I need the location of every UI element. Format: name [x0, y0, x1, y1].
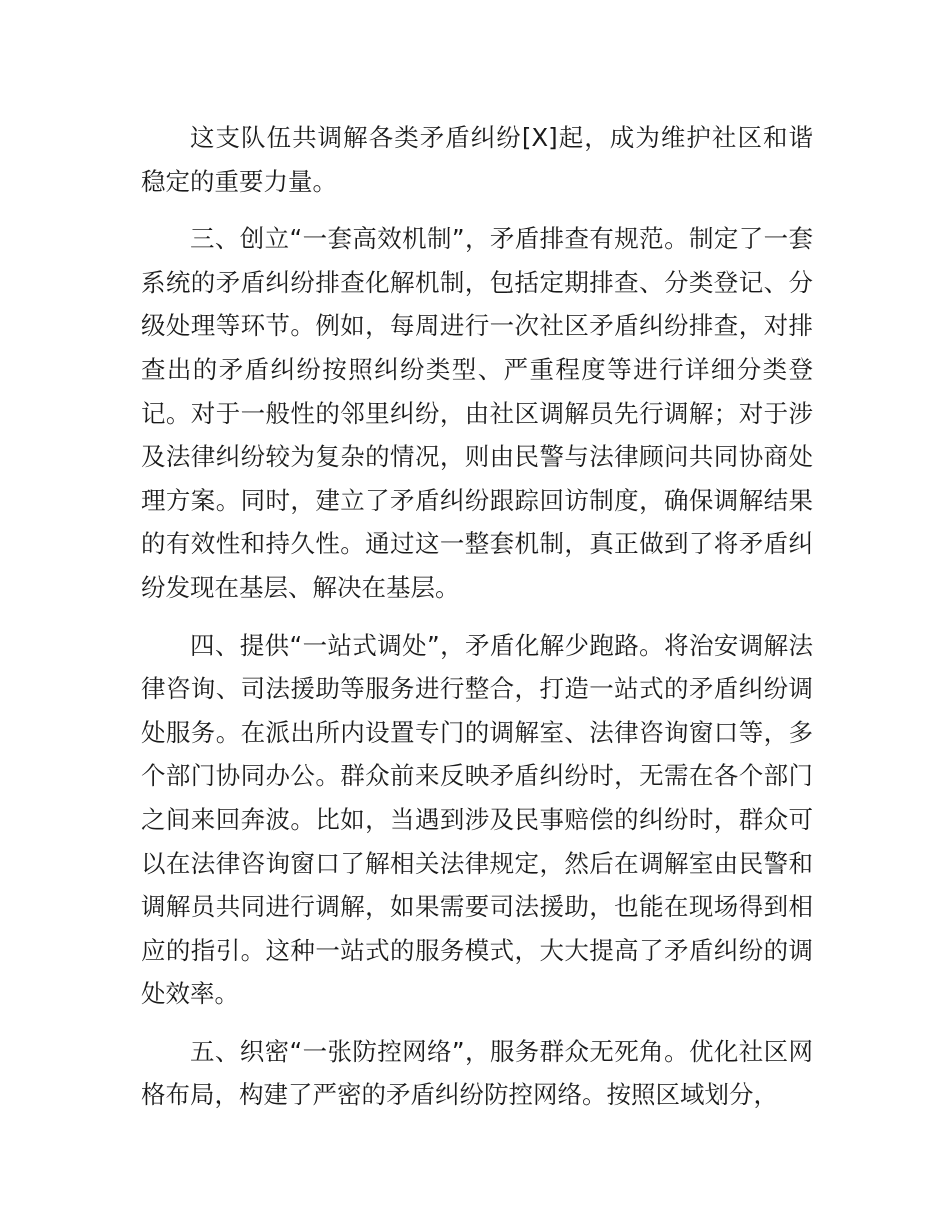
paragraph-section-4: 四、提供“一站式调处”，矛盾化解少跑路。将治安调解法律咨询、司法援助等服务进行整合，打造一站式的矛盾纠纷调处服务。在派出所内设置专门的调解室、法律咨询窗口等，多个部门协同办公。群众前来反映矛盾纠纷时，无需在各个部门之间来回奔波。比如，当遇到涉及民事赔偿的纠纷时，群众可以在法律咨询窗口了解相关法律规定，然后在调解室由民警和调解员共同进行调解，如果需要司法援助，也能在现场得到相应的指引。这种一站式的服务模式，大大提高了矛盾纠纷的调处效率。	[141, 630, 813, 1009]
document-body	[141, 116, 813, 1131]
paragraph-section-3: 三、创立“一套高效机制”，矛盾排查有规范。制定了一套系统的矛盾纠纷排查化解机制，包括定期排查、分类登记、分级处理等环节。例如，每周进行一次社区矛盾纠纷排查，对排查出的矛盾纠纷按照纠纷类型、严重程度等进行详细分类登记。对于一般性的邻里纠纷，由社区调解员先行调解；对于涉及法律纠纷较为复杂的情况，则由民警与法律顾问共同协商处理方案。同时，建立了矛盾纠纷跟踪回访制度，确保调解结果的有效性和持久性。通过这一整套机制，真正做到了将矛盾纠纷发现在基层、解决在基层。	[141, 224, 813, 602]
paragraph-section-5: 五、织密“一张防控网络”，服务群众无死角。优化社区网格布局，构建了严密的矛盾纠纷防控网络。按照区域划分，	[141, 1036, 813, 1110]
paragraph-intro: 这支队伍共调解各类矛盾纠纷[X]起，成为维护社区和谐稳定的重要力量。	[141, 123, 813, 196]
